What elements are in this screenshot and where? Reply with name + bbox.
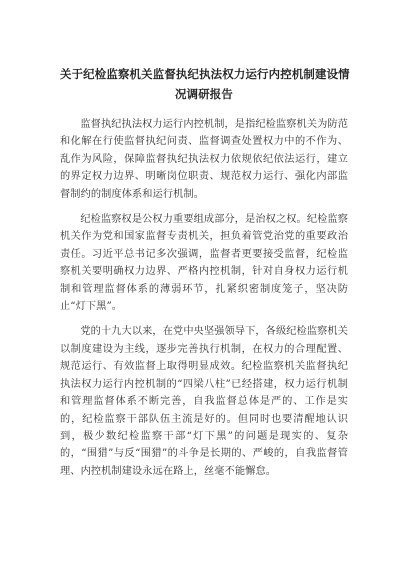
document-title [60, 64, 348, 104]
document-body [60, 116, 348, 480]
document-title-line-1: 关于纪检监察机关监督执纪执法权力运行内控机制建设情 [60, 67, 350, 81]
document-title-line-2: 况调研报告 [175, 87, 233, 101]
paragraph-3: 党的十九大以来，在党中央坚强领导下，各级纪检监察机关以制度建设为主线，逐步完善执行机制，在权力的合理配置、规范运行、有效监督上取得明显成效。纪检监察机关监督执纪执法权力运行内控机制的“四梁八柱”已经搭建，权力运行机制和管理监督体系不断完善，自我监督总体是严的、工作是实的，纪检监察干部队伍主流是好的。但同时也要清醒地认识到，极少数纪检监察干部“灯下黑”的问题是现实的、复杂的，“围猎”与反“围猎”的斗争是长期的、严峻的，自我监督管理、内控机制建设永远在路上，丝毫不能懈怠。 [60, 326, 348, 477]
paragraph-2: 纪检监察权是公权力重要组成部分，是治权之权。纪检监察机关作为党和国家监督专责机关，担负着管党治党的重要政治责任。习近平总书记多次强调，监督者更要接受监督，纪检监察机关要明确权力边界、严格内控机制，针对自身权力运行机制和管理监督体系的薄弱环节，扎紧织密制度笼子，坚决防止“灯下黑”。 [60, 214, 348, 313]
paragraph-1: 监督执纪执法权力运行内控机制，是指纪检监察机关为防范和化解在行使监督执纪问责、监督调查处置权力中的不作为、乱作为风险，保障监督执纪执法权力依规依纪依法运行，建立的界定权力边界、明晰岗位职责、规范权力运行、强化内部监督制约的制度体系和运行机制。 [60, 119, 348, 200]
